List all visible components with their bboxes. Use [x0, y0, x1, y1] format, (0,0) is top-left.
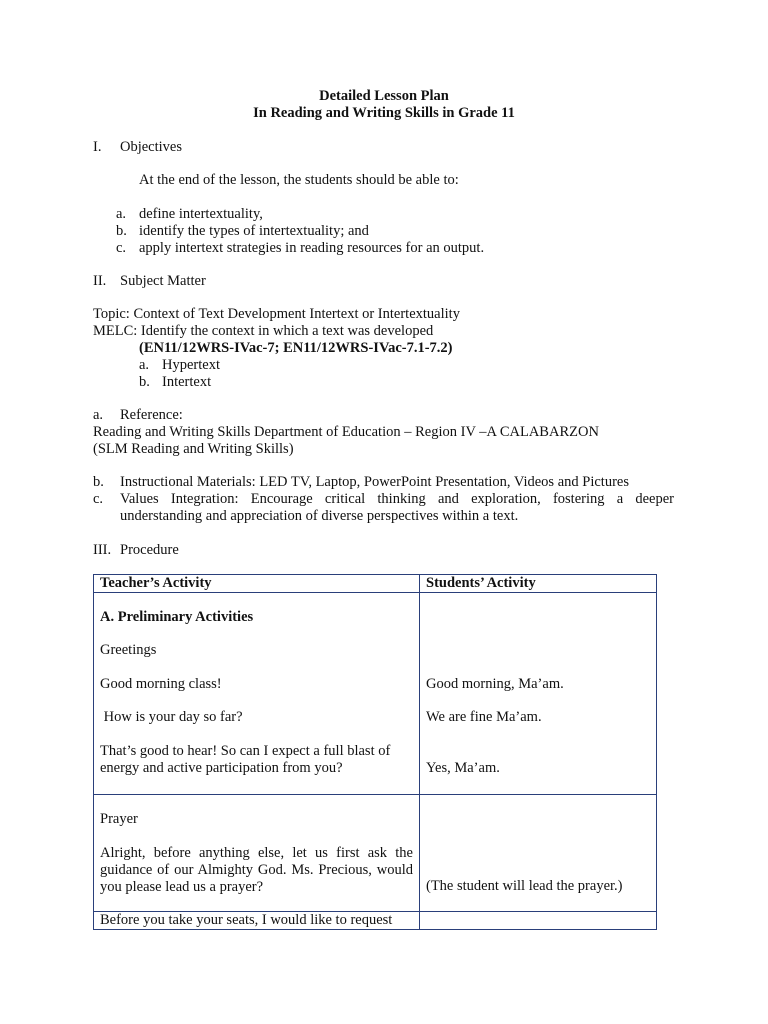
- list-marker: a.: [116, 206, 127, 222]
- document-subtitle: In Reading and Writing Skills in Grade 11: [253, 105, 515, 121]
- melc-line: MELC: Identify the context in which a text was developed: [93, 323, 434, 339]
- student-line: We are fine Ma’am.: [426, 709, 542, 725]
- table-row: [94, 795, 657, 912]
- section-heading-subject-matter: Subject Matter: [120, 273, 206, 289]
- table-row: [94, 593, 657, 795]
- section-numeral: II.: [93, 273, 107, 289]
- teacher-line: Greetings: [100, 642, 157, 658]
- students-cell: [420, 912, 657, 930]
- table-row: [94, 912, 657, 930]
- subject-sub-item: Hypertext: [162, 357, 220, 373]
- objective-item: identify the types of intertextuality; and: [139, 223, 369, 239]
- table-header-row: [94, 575, 657, 593]
- values-integration: Values Integration: Encourage critical thinking and exploration, fostering a deeper understanding and appreciation of diverse perspectives within a text.: [120, 491, 674, 524]
- column-header-teacher: Teacher’s Activity: [94, 575, 420, 593]
- teacher-line: Alright, before anything else, let us first ask the guidance of our Almighty God. Ms. Precious, would you please lead us a prayer?: [100, 845, 413, 895]
- teacher-line: That’s good to hear! So can I expect a full blast of energy and active participation from you?: [100, 743, 391, 776]
- list-marker: a.: [139, 357, 150, 373]
- teacher-line: Prayer: [100, 811, 138, 827]
- teacher-cell: [94, 795, 420, 912]
- melc-codes: (EN11/12WRS-IVac-7; EN11/12WRS-IVac-7.1-7.2): [139, 340, 453, 356]
- list-marker: c.: [93, 491, 104, 507]
- teacher-cell: [94, 593, 420, 795]
- objectives-intro: At the end of the lesson, the students should be able to:: [139, 172, 459, 188]
- section-heading-procedure: Procedure: [120, 542, 179, 558]
- reference-line: Reading and Writing Skills Department of Education – Region IV –A CALABARZON: [93, 424, 599, 440]
- objective-item: define intertextuality,: [139, 206, 263, 222]
- list-marker: b.: [93, 474, 104, 490]
- instructional-materials: Instructional Materials: LED TV, Laptop, PowerPoint Presentation, Videos and Pictures: [120, 474, 629, 490]
- teacher-cell: Before you take your seats, I would like to request: [94, 912, 420, 930]
- list-marker: a.: [93, 407, 104, 423]
- objective-item: apply intertext strategies in reading resources for an output.: [139, 240, 485, 256]
- section-numeral: III.: [93, 542, 112, 558]
- list-marker: c.: [116, 240, 127, 256]
- document-title: Detailed Lesson Plan: [319, 88, 449, 104]
- student-line: Yes, Ma’am.: [426, 760, 500, 776]
- list-marker: b.: [116, 223, 127, 239]
- students-cell: [420, 795, 657, 912]
- teacher-line: Good morning class!: [100, 676, 222, 692]
- subject-sub-item: Intertext: [162, 374, 212, 390]
- topic-line: Topic: Context of Text Development Intertext or Intertextuality: [93, 306, 460, 322]
- column-header-students: Students’ Activity: [420, 575, 657, 593]
- section-label: A. Preliminary Activities: [100, 609, 254, 625]
- reference-line: (SLM Reading and Writing Skills): [93, 441, 294, 457]
- reference-label: Reference:: [120, 407, 183, 423]
- teacher-line: How is your day so far?: [100, 709, 243, 725]
- procedure-table: [93, 574, 657, 930]
- students-cell: [420, 593, 657, 795]
- student-line: (The student will lead the prayer.): [426, 878, 623, 894]
- student-line: Good morning, Ma’am.: [426, 676, 564, 692]
- list-marker: b.: [139, 374, 150, 390]
- section-heading-objectives: Objectives: [120, 139, 183, 155]
- section-numeral: I.: [93, 139, 102, 155]
